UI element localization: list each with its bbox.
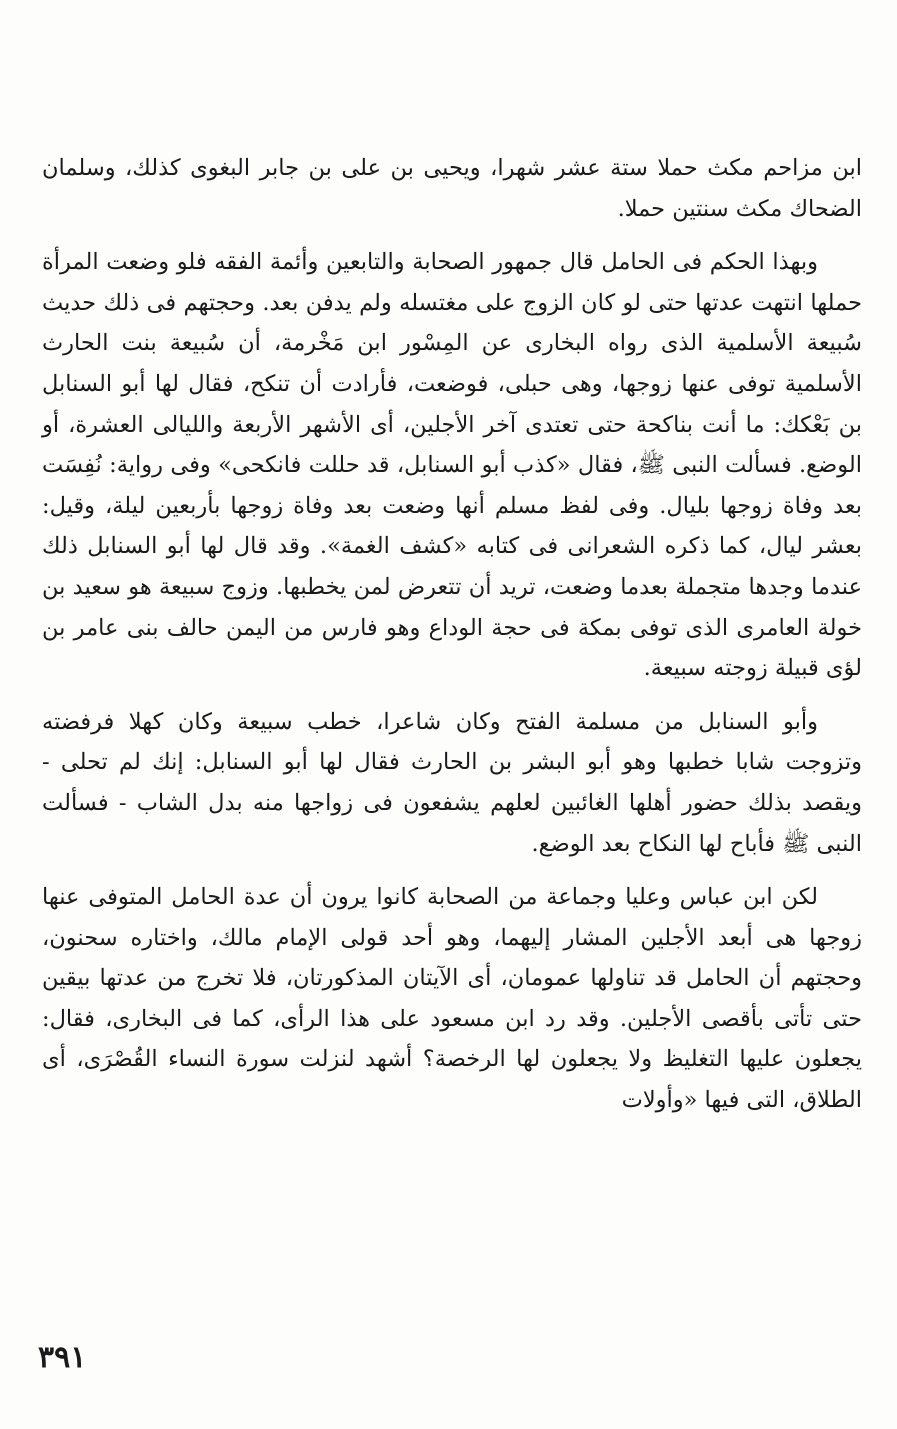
paragraph-ibn-abbas: لكن ابن عباس وعليا وجماعة من الصحابة كانوا يرون أن عدة الحامل المتوفى عنها زوجها هى أبعد الأجلين المشار إليهما، وهو أحد قولى الإمام مالك، واختاره سحنون، وحجتهم أن الحامل قد تناولها عمومان، أى الآيتان المذكورتان، فلا تخرج من عدتها بيقين حتى تأتى بأقصى الأجلين. وقد رد ابن مسعود على هذا الرأى، كما فى البخارى، فقال: يجعلون عليها التغليظ ولا يجعلون لها الرخصة؟ أشهد لنزلت سورة النساء القُصْرَى، أى الطلاق، التى فيها «وأولات xyxy=(42,884,862,1114)
page-number: ٣٩١ xyxy=(38,1340,87,1375)
paragraph-abu-sanabil: وأبو السنابل من مسلمة الفتح وكان شاعرا، خطب سبيعة وكان كهلا فرفضته وتزوجت شابا خطبها وهو أبو البشر بن الحارث فقال لها أبو السنابل: إنك لم تحلى - ويقصد بذلك حضور أهلها الغائبين لعلهم يشفعون فى زواجها منه بدل الشاب - فسألت النبى ﷺ فأباح لها النكاح بعد الوضع. xyxy=(42,708,862,857)
body-text xyxy=(42,148,862,1134)
paragraph-hadith-subaia: وبهذا الحكم فى الحامل قال جمهور الصحابة والتابعين وأئمة الفقه فلو وضعت المرأة حملها انتهت عدتها حتى لو كان الزوج على مغتسله ولم يدفن بعد. وحجتهم فى ذلك حديث سُبيعة الأسلمية الذى رواه البخارى عن المِسْور ابن مَخْرمة، أن سُبيعة بنت الحارث الأسلمية توفى عنها زوجها، وهى حبلى، فوضعت، فأرادت أن تنكح، فقال لها أبو السنابل بن بَعْكك: ما أنت بناكحة حتى تعتدى آخر الأجلين، أى الأشهر الأربعة والليالى العشرة، أو الوضع. فسألت النبى ﷺ، فقال «كذب أبو السنابل، قد حللت فانكحى» وفى رواية: نُفِسَت بعد وفاة زوجها بليال. وفى لفظ مسلم أنها وضعت بعد وفاة زوجها بأربعين ليلة، وقيل: بعشر ليال، كما ذكره الشعرانى فى كتابه «كشف الغمة». وقد قال لها أبو السنابل ذلك عندما وجدها متجملة بعدما وضعت، تريد أن تتعرض لمن يخطبها. وزوج سبيعة هو سعيد بن خولة العامرى الذى توفى بمكة فى حجة الوداع وهو فارس من اليمن حالف بنى عامر بن لؤى قبيلة زوجته سبيعة. xyxy=(42,249,862,682)
paragraph-continued: ابن مزاحم مكث حملا ستة عشر شهرا، ويحيى بن على بن جابر البغوى كذلك، وسلمان الضحاك مكث سنتين حملا. xyxy=(42,155,862,222)
